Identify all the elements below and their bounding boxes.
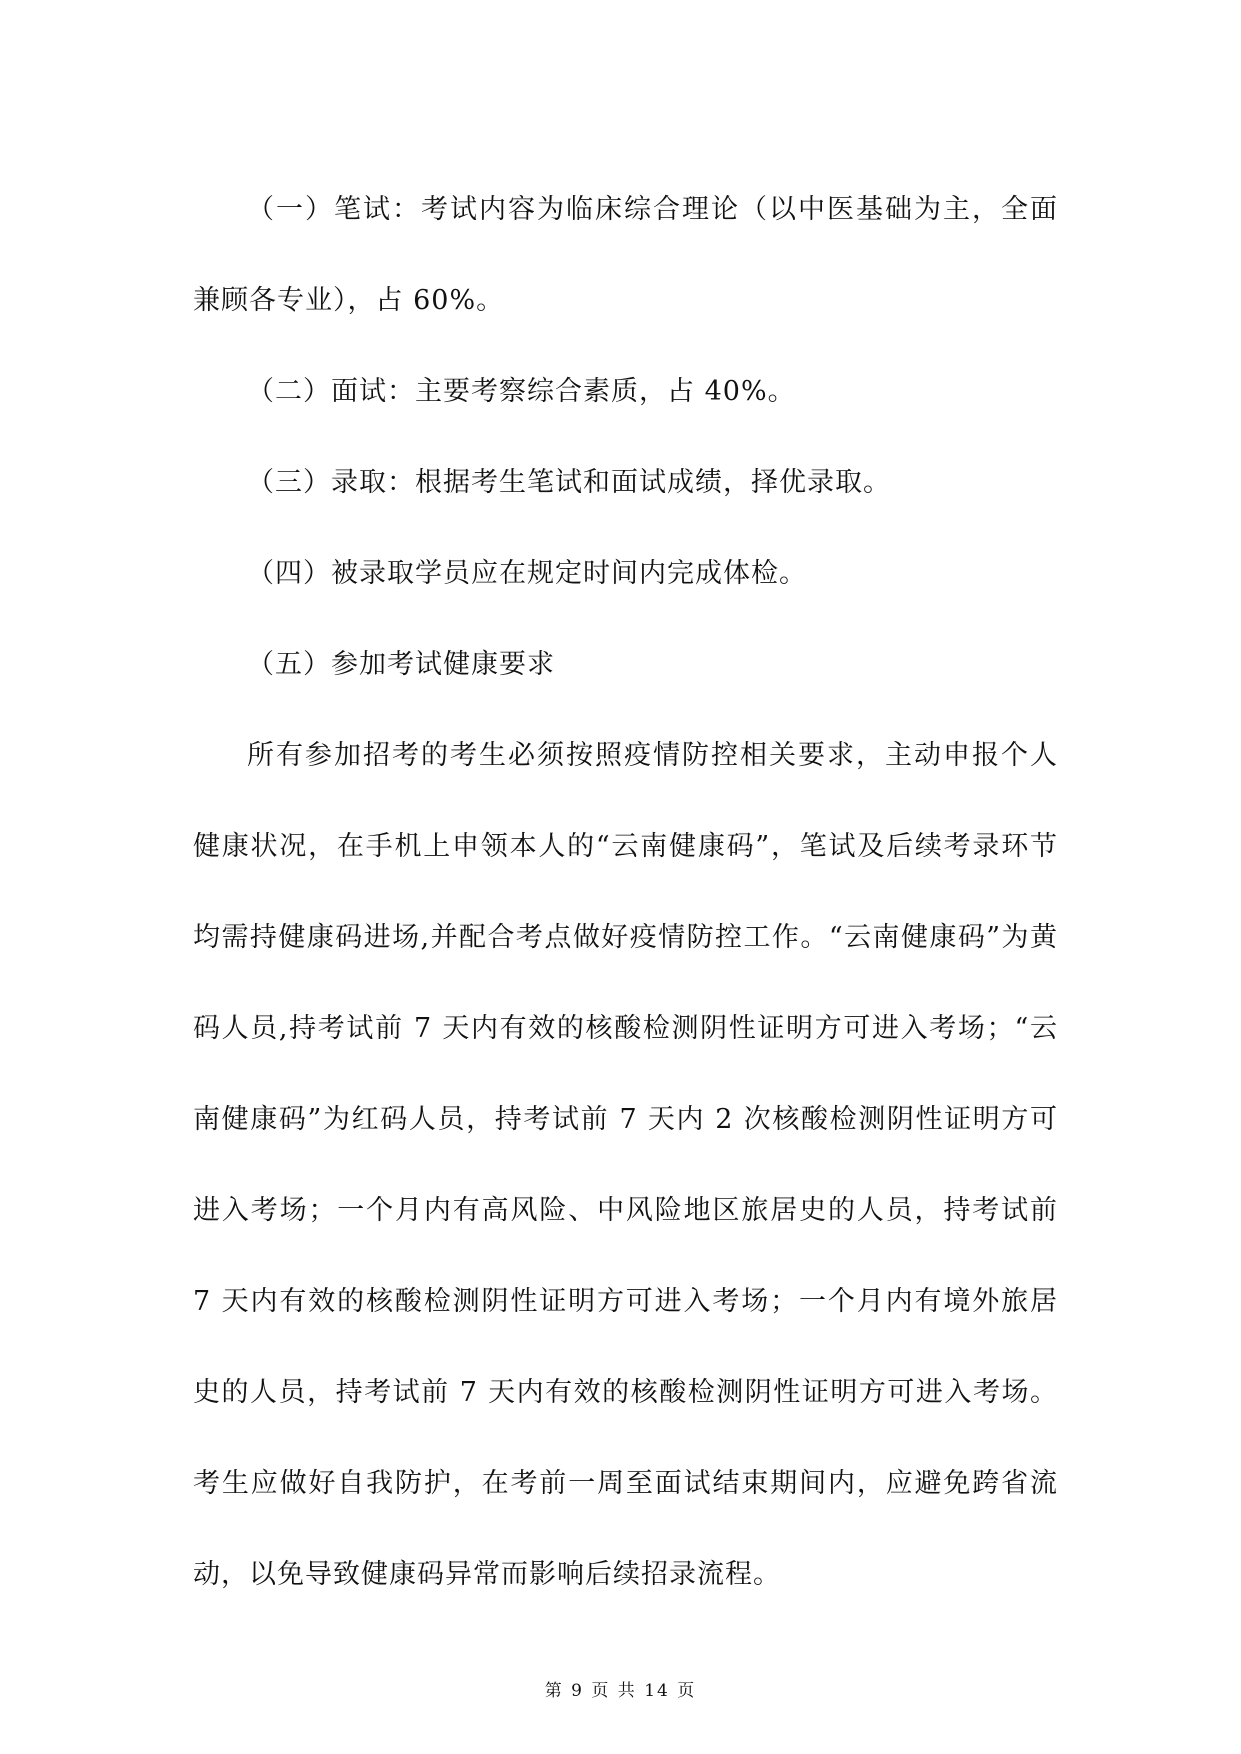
paragraph-health-heading: （五）参加考试健康要求 xyxy=(247,649,555,680)
paragraph-admission: （三）录取：根据考生笔试和面试成绩，择优录取。 xyxy=(247,467,891,498)
page-number-label: 第 9 页 共 14 页 xyxy=(544,1681,697,1701)
document-body xyxy=(193,164,1058,1620)
paragraph-health-requirements: 所有参加招考的考生必须按照疫情防控相关要求，主动申报个人健康状况，在手机上申领本人的“云南健康码”，笔试及后续考录环节均需持健康码进场,并配合考点做好疫情防控工作。“云南健康码”为黄码人员,持考试前 7 天内有效的核酸检测阴性证明方可进入考场；“云南健康码”为红码人员，持考试前 7 天内 2 次核酸检测阴性证明方可进入考场；一个月内有高风险、中风险地区旅居史的人员，持考试前 7 天内有效的核酸检测阴性证明方可进入考场；一个月内有境外旅居史的人员，持考试前 7 天内有效的核酸检测阴性证明方可进入考场。考生应做好自我防护，在考前一周至面试结束期间内，应避免跨省流动，以免导致健康码异常而影响后续招录流程。 xyxy=(193,740,1058,1590)
paragraph-interview: （二）面试：主要考察综合素质，占 40%。 xyxy=(247,376,796,407)
paragraph-written-exam: （一）笔试：考试内容为临床综合理论（以中医基础为主，全面兼顾各专业），占 60%。 xyxy=(193,194,1058,316)
paragraph-medical-exam: （四）被录取学员应在规定时间内完成体检。 xyxy=(247,558,807,589)
page-footer xyxy=(0,1676,1241,1701)
